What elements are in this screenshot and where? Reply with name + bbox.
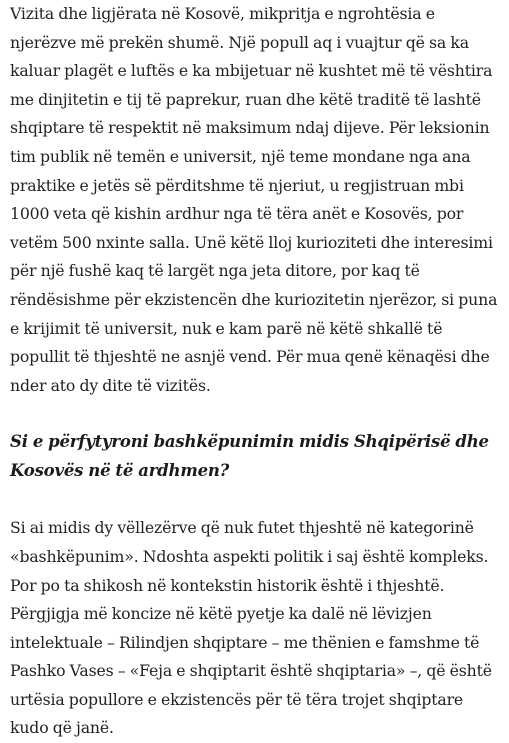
article-paragraph: Si ai midis dy vëllezërve që nuk futet thjeshtë në kategorinë «bashkëpunim». Ndoshta aspekti politik i saj është kompleks. Por po ta shikosh në kontekstin historik është i thjeshtë. Përgjigja më koncize në këtë pyetje ka dalë në lëvizjen intelektuale – Rilindjen shqiptare – me thënien e famshme të Pashko Vases – «Feja e shqiptarit është shqiptaria» –, që është urtësia popullore e ekzistencës për të tëra trojet shqiptare kudo që janë. [10,518,492,738]
article-paragraph: Vizita dhe ligjërata në Kosovë, mikpritja e ngrohtësia e njerëzve më prekën shumë. Një popull aq i vuajtur që sa ka kaluar plagët e luftës e ka mbijetuar në kushtet më të vështira me dinjitetin e tij të paprekur, ruan dhe këtë traditë të lashtë shqiptare të respektit në maksimum ndaj dijeve. Për leksionin tim publik në temën e universit, një teme mondane nga ana praktike e jetës së përditshme të njeriut, u regjistruan mbi 1000 veta që kishin ardhur nga të tëra anët e Kosovës, por vetëm 500 nxinte salla. Unë këtë lloj kurioziteti dhe interesimi për një fushë kaq të largët nga jeta ditore, por kaq të rëndësishme për ekzistencën dhe kuriozitetin njerëzor, si puna e krijimit të universit, nuk e kam parë në këtë shkallë të popullit të thjeshtë ne asnjë vend. Për mua qenë kënaqësi dhe nder ato dy dite të vizitës. [10,4,498,395]
interview-question: Si e përfytyroni bashkëpunimin midis Shqipërisë dhe Kosovës në të ardhmen? [10,432,489,481]
